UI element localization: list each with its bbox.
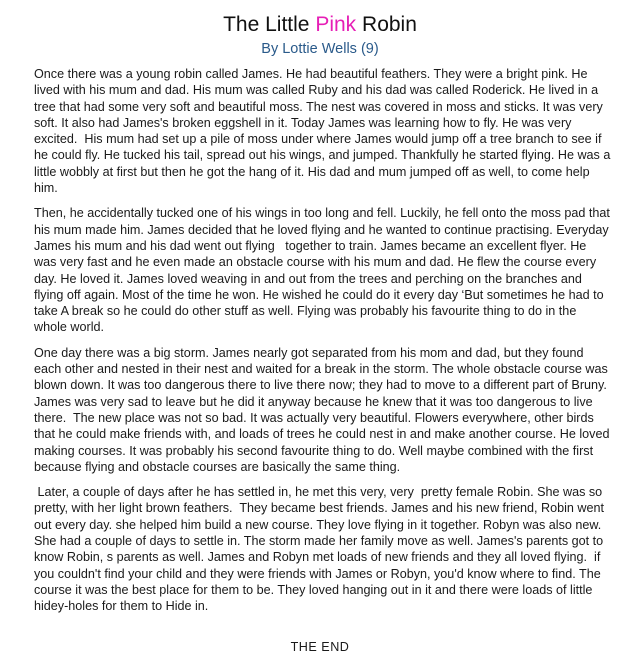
- the-end-label: THE END: [290, 640, 350, 654]
- paragraph-1: Once there was a young robin called James. He had beautiful feathers. They were a bright pink. He lived with his mum and dad. His mum was called Ruby and his dad was called Roderick. He lived in a tree that had some very soft and beautiful moss. The nest was covered in moss and sticks. It was very soft. It also had James's broken eggshell in it. Today James was learning how to fly. He was very excited. His mum had set up a pile of moss under where James would jump off a tree branch to see if he could fly. He tucked his tail, spread out his wings, and jumped. Thankfully he started flying. He was a little wobbly at first but then he got the hang of it. His dad and mum jumped off as well, to come help him.: [34, 67, 614, 196]
- title-part-1: The Little: [223, 13, 316, 36]
- title-highlight-pink: Pink: [315, 13, 357, 36]
- paragraph-3: One day there was a big storm. James nearly got separated from his mom and dad, but they found each other and nested in their nest and waited for a break in the storm. The whole obstacle course was blown down. It was too dangerous there to live there now; they had to move to a different part of Bruny. James was very sad to leave but he did it anyway because he knew that it was too dangerous to live there. The new place was not so bad. It was actually very beautiful. Flowers everywhere, other birds that he could make friends with, and loads of trees he could nest in and make another course. He loved making courses. It was probably his second favourite thing to do. Well maybe combined with the first because flying and obstacle courses are basically the same thing.: [34, 345, 613, 474]
- paragraph-4: Later, a couple of days after he has settled in, he met this very, very pretty female Robin. She was so pretty, with her light brown feathers. They became best friends. James and his new friend, Robin went out every day. she helped him build a new course. They love flying in it together. Robyn was also new. She had a couple of days to settle in. The storm made her family move as well. James's parents got to know Robin, s parents as well. James and Robyn met loads of new friends and they all loved flying. if you couldn't find your child and they were friends with James or Robyn, you'd know where to find. The course it was the best place for them to be. They loved hanging out in it and there were loads of little hidey-holes for them to Hide in.: [34, 485, 608, 614]
- story-title: [0, 12, 640, 38]
- title-part-2: Robin: [356, 13, 417, 36]
- author-byline: By Lottie Wells (9): [261, 41, 379, 57]
- story-body: [34, 66, 612, 624]
- paragraph-2: Then, he accidentally tucked one of his wings in too long and fell. Luckily, he fell onto the moss pad that his mum made him. James decided that he loved flying and he wanted to continue practising. Everyday James his mum and his dad went out flying together to train. James became an excellent flyer. He was very fast and he even made an obstacle course with his mum and dad. He flew the course every day. He loved it. James loved weaving in and out from the trees and perching on the branches and flying off again. Most of the time he won. He wished he could do it every day ‘But sometimes he had to take A break so he could do other stuff as well. Flying was probably his favourite thing to do in the whole world.: [34, 206, 614, 335]
